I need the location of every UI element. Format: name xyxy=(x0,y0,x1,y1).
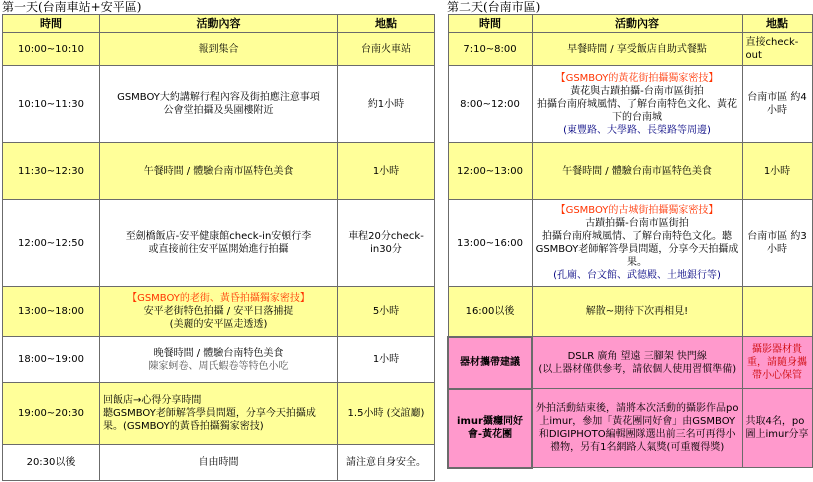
day2-panel xyxy=(447,0,809,469)
content-line: 解散~期待下次再相見! xyxy=(585,306,689,317)
row-place: 1.5小時 (交誼廳) xyxy=(338,383,435,445)
table-row xyxy=(448,33,812,66)
row-time: 13:00~18:00 xyxy=(3,287,100,337)
content-line: 自由時間 xyxy=(198,457,239,468)
content-line: 外拍活動結束後，請將本次活動的攝影作品po上imur，參加「黃花團同好會」由GSMBOY和DIGIPHOTO編輯團隊選出前三名可再得小禮物，另有1名網路人氣獎(可重覆得獎) xyxy=(536,403,739,453)
content-line: 安平老街特色拍攝 / 安平日落捕捉 xyxy=(143,306,294,317)
table-row xyxy=(3,287,435,337)
table-row xyxy=(448,66,812,143)
table-header xyxy=(3,15,435,33)
table-row xyxy=(448,287,812,337)
row-time: 器材攜帶建議 xyxy=(448,337,532,389)
table-row xyxy=(3,33,435,66)
content-line: 公會堂拍攝及吳園樓附近 xyxy=(163,105,274,116)
header-activity: 活動內容 xyxy=(100,15,338,33)
row-content xyxy=(100,445,338,481)
row-content xyxy=(532,66,742,143)
content-line: DSLR 廣角 望遠 三腳架 快門線 xyxy=(567,350,707,362)
content-line: 早餐時間 / 享受飯店自助式餐點 xyxy=(567,43,707,55)
content-line: 【GSMBOY的古城街拍攝獨家密技】 xyxy=(555,205,719,216)
row-time: 12:00~13:00 xyxy=(448,143,532,200)
content-line: 陳家蚵卷、周氏蝦卷等特色小吃 xyxy=(148,360,289,372)
row-place: 台南市區 約3小時 xyxy=(742,200,812,287)
row-content xyxy=(100,143,338,200)
row-content xyxy=(100,383,338,445)
row-place: 攝影器材貴重，請隨身攜帶小心保管 xyxy=(742,337,812,389)
content-line: (美麗的安平區走透透) xyxy=(169,319,268,330)
row-time: 18:00~19:00 xyxy=(3,337,100,383)
row-content xyxy=(532,33,742,66)
row-time: 19:00~20:30 xyxy=(3,383,100,445)
table-row xyxy=(448,337,812,389)
row-place: 約1小時 xyxy=(338,66,435,143)
row-time: 7:10~8:00 xyxy=(448,33,532,66)
row-content xyxy=(532,200,742,287)
row-place: 1小時 xyxy=(742,143,812,200)
table-row xyxy=(448,389,812,468)
row-place: 車程20分check-in30分 xyxy=(338,200,435,287)
row-place: 1小時 xyxy=(338,337,435,383)
row-time: 8:00~12:00 xyxy=(448,66,532,143)
table-row xyxy=(3,66,435,143)
content-line: 或直接前往安平區開始進行拍攝 xyxy=(148,244,289,255)
table-row xyxy=(3,143,435,200)
row-time: 11:30~12:30 xyxy=(3,143,100,200)
day2-title: 第二天(台南市區) xyxy=(447,0,541,14)
row-place: 請注意自身安全。 xyxy=(338,445,435,481)
table-header xyxy=(448,15,812,33)
row-content xyxy=(100,287,338,337)
header-time: 時間 xyxy=(3,15,100,33)
table-row xyxy=(3,445,435,481)
content-line: 聽GSMBOY老師解答學員問題，分享今天拍攝成果。(GSMBOY的黃昏拍攝獨家密技) xyxy=(103,408,316,432)
content-line: 回飯店→心得分享時間 xyxy=(103,395,202,406)
content-line: 黃花與古蹟拍攝-台南市區街拍 xyxy=(570,85,704,97)
row-time: imur攝癮同好會-黃花團 xyxy=(448,389,532,468)
header-time: 時間 xyxy=(448,15,532,33)
day2-schedule-table xyxy=(447,14,813,469)
content-line: 報到集合 xyxy=(198,43,239,55)
row-place: 台南火車站 xyxy=(338,33,435,66)
content-line: 古蹟拍攝-台南市區街拍 xyxy=(585,218,689,229)
row-content xyxy=(100,200,338,287)
table-row xyxy=(448,200,812,287)
row-place xyxy=(742,287,812,337)
row-place: 共取4名，po圖上imur分享 xyxy=(742,389,812,468)
table-row xyxy=(3,337,435,383)
row-place: 直接check-out xyxy=(742,33,812,66)
content-line: 午餐時間 / 體驗台南市區特色美食 xyxy=(143,165,294,177)
row-time: 12:00~12:50 xyxy=(3,200,100,287)
row-content xyxy=(532,389,742,468)
content-line: (孔廟、台文館、武德殿、土地銀行等) xyxy=(553,270,721,281)
header-activity: 活動內容 xyxy=(532,15,742,33)
table-row xyxy=(448,143,812,200)
day1-schedule-table xyxy=(2,14,435,481)
row-time: 13:00~16:00 xyxy=(448,200,532,287)
row-time: 16:00以後 xyxy=(448,287,532,337)
day1-title: 第一天(台南車站+安平區) xyxy=(2,0,142,14)
row-place: 5小時 xyxy=(338,287,435,337)
row-content xyxy=(532,143,742,200)
row-content xyxy=(532,287,742,337)
content-line: 【GSMBOY的黃花街拍攝獨家密技】 xyxy=(555,72,719,84)
day1-panel xyxy=(2,0,434,481)
table-row xyxy=(3,200,435,287)
row-place: 1小時 xyxy=(338,143,435,200)
content-line: 至劍橋飯店-安平健康館check-in安頓行李 xyxy=(125,231,312,242)
content-line: 【GSMBOY的老街、黃昏拍攝獨家密技】 xyxy=(127,293,310,304)
row-content xyxy=(100,337,338,383)
content-line: 午餐時間 / 體驗台南市區特色美食 xyxy=(562,165,712,177)
row-content xyxy=(100,33,338,66)
content-line: 拍攝台南府城風情、了解台南特色文化。聽GSMBOY老師解答學員問題，分享今天拍攝成果。 xyxy=(535,231,739,268)
row-time: 10:00~10:10 xyxy=(3,33,100,66)
row-content xyxy=(532,337,742,389)
table-row xyxy=(3,383,435,445)
content-line: (東豐路、大學路、長榮路等周邊) xyxy=(563,124,711,136)
header-place: 地點 xyxy=(742,15,812,33)
content-line: 拍攝台南府城風情、了解台南特色文化、黃花下的台南城 xyxy=(537,98,737,123)
content-line: 晚餐時間 / 體驗台南特色美食 xyxy=(153,347,284,359)
header-place: 地點 xyxy=(338,15,435,33)
row-place: 台南市區 約4小時 xyxy=(742,66,812,143)
row-content xyxy=(100,66,338,143)
content-line: GSMBOY大約講解行程內容及街拍應注意事項 xyxy=(117,92,320,103)
content-line: (以上器材僅供參考，請依個人使用習慣準備) xyxy=(538,363,737,375)
row-time: 20:30以後 xyxy=(3,445,100,481)
row-time: 10:10~11:30 xyxy=(3,66,100,143)
